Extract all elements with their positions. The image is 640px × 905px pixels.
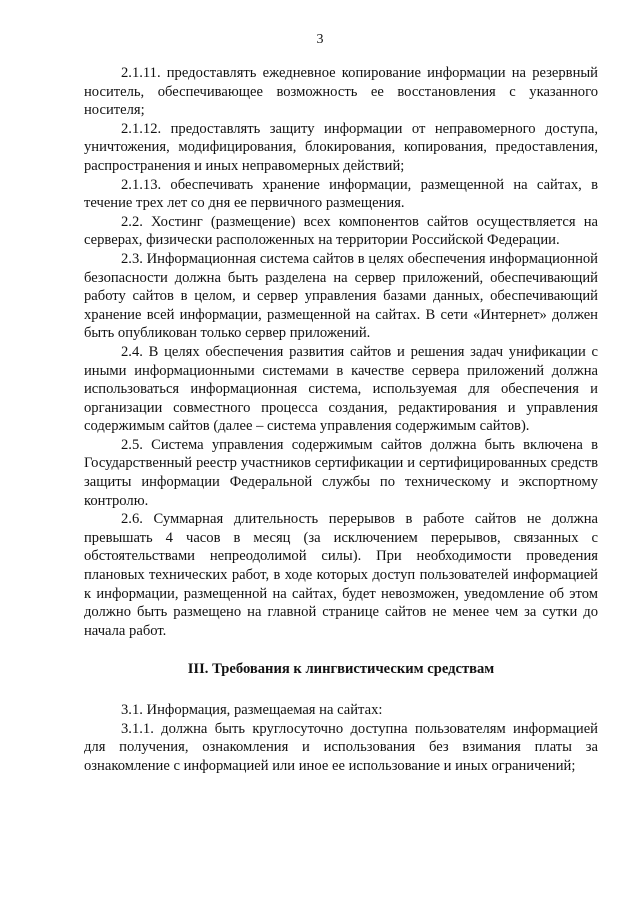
page-number: 3 <box>316 32 324 47</box>
paragraph-3-1-1: 3.1.1. должна быть круглосуточно доступна пользователям информацией для получения, ознакомления и использования без взимания платы за ознакомление с информацией или иное ее использование и иных ограничений; <box>84 720 598 774</box>
paragraph-2-5: 2.5. Система управления содержимым сайтов должна быть включена в Государственный реестр участников сертификации и сертифицированных средств защиты информации Федеральной службы по техническому и экспортному контролю. <box>84 436 598 509</box>
paragraph-3-1: 3.1. Информация, размещаемая на сайтах: <box>121 702 383 718</box>
paragraph-2-3: 2.3. Информационная система сайтов в целях обеспечения информационной безопасности должна быть разделена на сервер приложений, обеспечивающий работу сайтов в целом, и сервер управления базами данных, обеспечивающий хранение всей информации, размещенной на сайтах. В сети «Интернет» должен быть опубликован только сервер приложений. <box>84 250 598 342</box>
paragraph-2-1-13: 2.1.13. обеспечивать хранение информации, размещенной на сайтах, в течение трех лет со дня ее первичного размещения. <box>84 176 598 212</box>
paragraph-2-2: 2.2. Хостинг (размещение) всех компонентов сайтов осуществляется на серверах, физически расположенных на территории Российской Федерации. <box>84 213 598 249</box>
paragraph-2-1-12: 2.1.12. предоставлять защиту информации от неправомерного доступа, уничтожения, модифицирования, блокирования, копирования, предоставления, распространения и иных неправомерных действий; <box>84 120 598 174</box>
document-body <box>84 64 598 775</box>
paragraph-2-6: 2.6. Суммарная длительность перерывов в работе сайтов не должна превышать 4 часов в месяц (за исключением перерывов, связанных с обстоятельствами непреодолимой силы). При необходимости проведения плановых технических работ, в ходе которых доступ пользователей информацией к информации, размещенной на сайтах, будет невозможен, уведомление об этом должно быть размещено на главной странице сайтов не менее чем за сутки до начала работ. <box>84 511 598 639</box>
section-heading: III. Требования к лингвистическим средствам <box>187 661 495 678</box>
paragraph-2-4: 2.4. В целях обеспечения развития сайтов и решения задач унификации с иными информационными системами в качестве сервера приложений должна использоваться информационная система, используемая для обеспечения и организации совместного процесса создания, редактирования и управления содержимым сайтов (далее – система управления содержимым сайтов). <box>84 343 598 435</box>
paragraph-2-1-11: 2.1.11. предоставлять ежедневное копирование информации на резервный носитель, обеспечивающее возможность ее восстановления с указанного носителя; <box>84 65 598 119</box>
